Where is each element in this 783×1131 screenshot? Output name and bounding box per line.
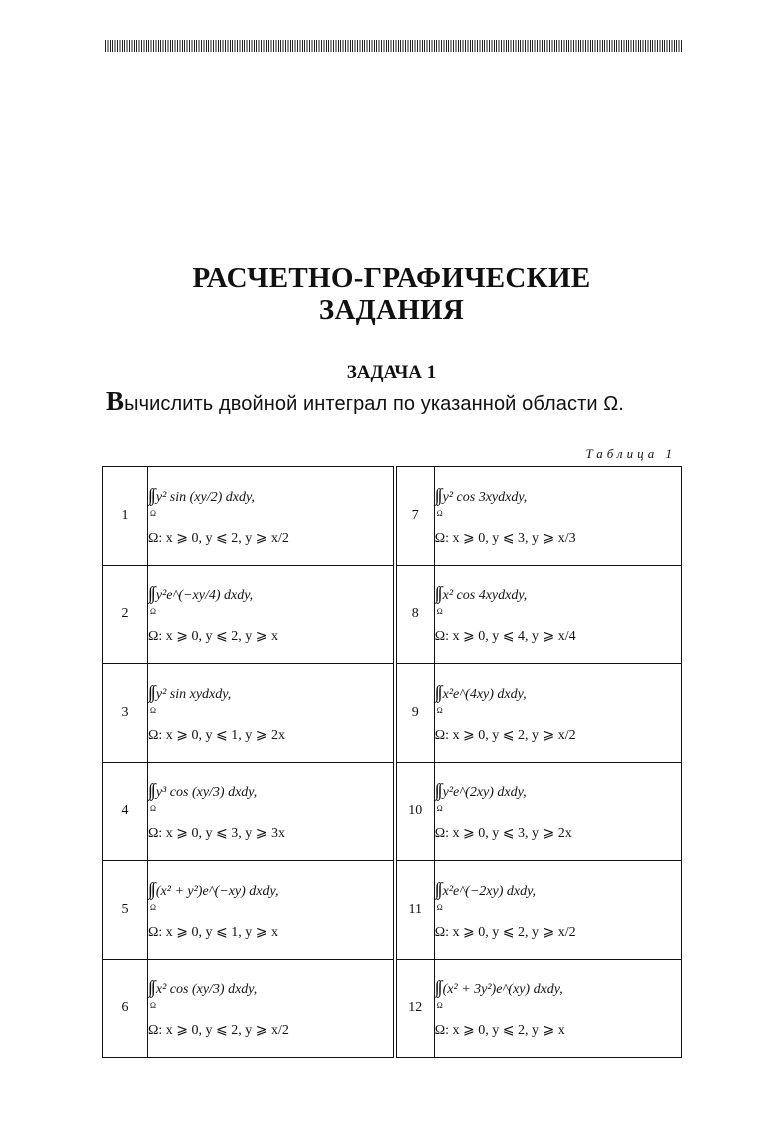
table-row	[103, 762, 682, 861]
problem-formula-cell	[148, 664, 395, 763]
integrand: x² cos (xy/3) dxdy,	[155, 982, 258, 998]
region-conditions: Ω: x ⩾ 0, y ⩽ 2, y ⩾ x/2	[434, 727, 576, 743]
task-instruction	[106, 386, 624, 417]
double-integral	[435, 879, 681, 918]
integrals-table	[102, 466, 682, 1058]
table-caption: Таблица 1	[585, 446, 676, 461]
integral-sign-icon: ∫∫	[434, 780, 441, 801]
double-integral	[435, 977, 681, 1016]
integrand: y² sin (xy/2) dxdy,	[155, 489, 255, 505]
problem-number: 12	[395, 959, 435, 1058]
integral-sign-icon: ∫∫	[434, 681, 441, 702]
problem-formula-cell	[148, 565, 395, 664]
table-row	[103, 861, 682, 960]
integrand: y²e^(−xy/4) dxdy,	[155, 588, 254, 604]
region-conditions: Ω: x ⩾ 0, y ⩽ 4, y ⩾ x/4	[434, 629, 576, 645]
problem-formula-cell	[434, 664, 681, 763]
integrand: y² cos 3xydxdy,	[442, 489, 528, 505]
table-row	[103, 565, 682, 664]
problem-number: 8	[395, 565, 435, 664]
instruction-drop-cap: В	[106, 386, 125, 416]
integration-region-label: Ω	[150, 1001, 156, 1011]
header-rule	[105, 40, 682, 52]
problem-number: 9	[395, 664, 435, 763]
integrand: y³ cos (xy/3) dxdy,	[155, 785, 258, 801]
integrand: x²e^(−2xy) dxdy,	[442, 883, 537, 899]
integrand: x² cos 4xydxdy,	[442, 588, 528, 604]
integral-sign-icon: ∫∫	[148, 780, 154, 801]
integration-region-label: Ω	[436, 607, 443, 617]
problem-formula-cell	[434, 762, 681, 861]
double-integral	[148, 780, 393, 819]
task-title: ЗАДАЧА 1	[346, 362, 437, 383]
problem-number: 5	[103, 861, 148, 960]
region-conditions: Ω: x ⩾ 0, y ⩽ 3, y ⩾ 2x	[434, 826, 572, 842]
integrand: y²e^(2xy) dxdy,	[442, 785, 527, 801]
integral-sign-icon: ∫∫	[148, 977, 154, 998]
problem-number: 1	[103, 467, 148, 566]
integrand: (x² + 3y²)e^(xy) dxdy,	[442, 982, 563, 998]
integration-region-label: Ω	[436, 902, 443, 912]
integration-region-label: Ω	[436, 705, 443, 715]
problem-formula-cell	[434, 565, 681, 664]
instruction-text: ычислить двойной интеграл по указанной области Ω.	[124, 393, 624, 415]
double-integral	[435, 682, 681, 721]
region-conditions: Ω: x ⩾ 0, y ⩽ 2, y ⩾ x/2	[148, 1023, 289, 1039]
integral-sign-icon: ∫∫	[148, 484, 154, 505]
integration-region-label: Ω	[436, 1001, 443, 1011]
problem-formula-cell	[148, 762, 395, 861]
problem-formula-cell	[434, 467, 681, 566]
problem-formula-cell	[434, 861, 681, 960]
integral-sign-icon: ∫∫	[148, 583, 154, 604]
integral-sign-icon: ∫∫	[434, 484, 441, 505]
problem-number: 2	[103, 565, 148, 664]
region-conditions: Ω: x ⩾ 0, y ⩽ 2, y ⩾ x	[148, 629, 278, 645]
integrand: x²e^(4xy) dxdy,	[442, 686, 527, 702]
integration-region-label: Ω	[150, 902, 156, 912]
double-integral	[148, 583, 393, 622]
page-title-line-2: ЗАДАНИЯ	[318, 294, 465, 326]
problem-formula-cell	[148, 467, 395, 566]
problem-number: 7	[395, 467, 435, 566]
region-conditions: Ω: x ⩾ 0, y ⩽ 1, y ⩾ 2x	[148, 727, 285, 743]
problem-number: 10	[395, 762, 435, 861]
double-integral	[148, 977, 393, 1016]
double-integral	[435, 780, 681, 819]
integral-sign-icon: ∫∫	[148, 681, 154, 702]
integration-region-label: Ω	[436, 804, 443, 814]
integration-region-label: Ω	[436, 508, 443, 518]
region-conditions: Ω: x ⩾ 0, y ⩽ 2, y ⩾ x	[434, 1023, 565, 1039]
region-conditions: Ω: x ⩾ 0, y ⩽ 3, y ⩾ x/3	[434, 530, 576, 546]
integral-sign-icon: ∫∫	[434, 583, 441, 604]
region-conditions: Ω: x ⩾ 0, y ⩽ 2, y ⩾ x/2	[148, 530, 289, 546]
region-conditions: Ω: x ⩾ 0, y ⩽ 2, y ⩾ x/2	[434, 924, 576, 940]
table-row	[103, 664, 682, 763]
integral-sign-icon: ∫∫	[434, 977, 441, 998]
page-title-line-1: РАСЧЕТНО-ГРАФИЧЕСКИЕ	[192, 262, 591, 294]
integration-region-label: Ω	[150, 607, 156, 617]
integral-sign-icon: ∫∫	[434, 878, 441, 899]
problem-formula-cell	[148, 959, 395, 1058]
integration-region-label: Ω	[150, 508, 156, 518]
problem-number: 4	[103, 762, 148, 861]
problem-formula-cell	[434, 959, 681, 1058]
integration-region-label: Ω	[150, 705, 156, 715]
double-integral	[148, 682, 393, 721]
double-integral	[435, 583, 681, 622]
region-conditions: Ω: x ⩾ 0, y ⩽ 3, y ⩾ 3x	[148, 826, 285, 842]
integrand: y² sin xydxdy,	[155, 686, 232, 702]
problem-number: 6	[103, 959, 148, 1058]
table-row	[103, 959, 682, 1058]
problem-formula-cell	[148, 861, 395, 960]
problem-number: 11	[395, 861, 435, 960]
integrand: (x² + y²)e^(−xy) dxdy,	[155, 883, 279, 899]
double-integral	[148, 879, 393, 918]
double-integral	[435, 485, 681, 524]
double-integral	[148, 485, 393, 524]
integration-region-label: Ω	[150, 804, 156, 814]
integral-sign-icon: ∫∫	[148, 878, 154, 899]
region-conditions: Ω: x ⩾ 0, y ⩽ 1, y ⩾ x	[148, 924, 278, 940]
table-row	[103, 467, 682, 566]
problem-number: 3	[103, 664, 148, 763]
